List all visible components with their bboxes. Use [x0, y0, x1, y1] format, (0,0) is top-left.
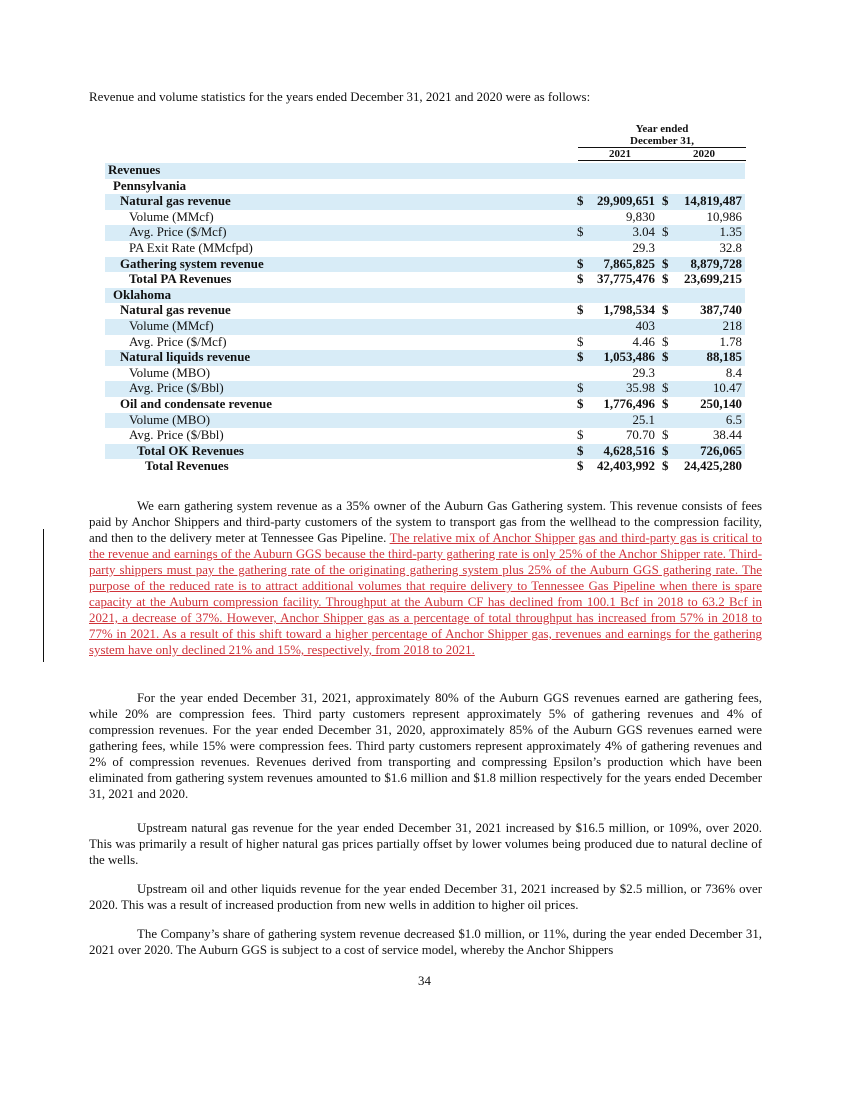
- cell-value: 250,140: [700, 396, 742, 411]
- row-label: Natural gas revenue: [120, 194, 231, 209]
- row-label: PA Exit Rate (MMcfpd): [129, 240, 253, 255]
- table-row: [105, 397, 745, 413]
- table-row: [105, 413, 745, 429]
- row-label: Avg. Price ($/Mcf): [129, 334, 227, 349]
- cell-value: 4,628,516: [603, 443, 655, 458]
- cell-value: 4.46: [632, 334, 655, 349]
- cell-value: 14,819,487: [683, 194, 742, 209]
- cell-value: 70.70: [625, 428, 655, 443]
- cell-value: 25.1: [632, 412, 655, 427]
- row-label: Oklahoma: [113, 287, 172, 302]
- cell-value: 35.98: [625, 381, 655, 396]
- cell-value: 1.35: [719, 225, 742, 240]
- cell-value: 1.78: [719, 334, 742, 349]
- revenue-table: [105, 163, 745, 475]
- currency-symbol: $: [662, 381, 669, 396]
- cell-value: 726,065: [700, 443, 742, 458]
- row-label: Volume (MMcf): [129, 209, 214, 224]
- cell-value: 29,909,651: [596, 194, 655, 209]
- currency-symbol: $: [662, 303, 669, 318]
- value-2020: [662, 319, 742, 335]
- currency-symbol: $: [662, 272, 669, 287]
- table-row: [105, 194, 745, 210]
- value-2020: [662, 350, 742, 366]
- column-2021: 2021: [609, 148, 631, 160]
- cell-value: 29.3: [632, 240, 655, 255]
- row-label: Volume (MMcf): [129, 318, 214, 333]
- cell-value: 1,053,486: [603, 350, 655, 365]
- value-2021: [577, 210, 655, 226]
- row-label: Avg. Price ($/Mcf): [129, 225, 227, 240]
- currency-symbol: $: [662, 256, 669, 271]
- table-row: [105, 459, 745, 475]
- value-2021: [577, 366, 655, 382]
- value-2021: [577, 335, 655, 351]
- row-label: Volume (MBO): [129, 365, 211, 380]
- currency-symbol: $: [577, 194, 584, 209]
- value-2020: [662, 459, 742, 475]
- table-row: [105, 272, 745, 288]
- value-2021: [577, 444, 655, 460]
- cell-value: 32.8: [719, 240, 742, 255]
- value-2020: [662, 413, 742, 429]
- table-row: [105, 257, 745, 273]
- table-row: [105, 319, 745, 335]
- currency-symbol: $: [577, 428, 584, 443]
- value-2021: [577, 257, 655, 273]
- currency-symbol: $: [577, 396, 584, 411]
- cell-value: 10.47: [712, 381, 742, 396]
- currency-symbol: $: [662, 225, 669, 240]
- row-label: Volume (MBO): [129, 412, 211, 427]
- table-row: [105, 350, 745, 366]
- cell-value: 8,879,728: [690, 256, 742, 271]
- cell-value: 29.3: [632, 365, 655, 380]
- row-label: Total OK Revenues: [137, 443, 244, 458]
- cell-value: 10,986: [706, 209, 742, 224]
- value-2021: [577, 303, 655, 319]
- currency-symbol: $: [662, 459, 669, 474]
- value-2020: [662, 335, 742, 351]
- table-row: [105, 303, 745, 319]
- value-2021: [577, 272, 655, 288]
- value-2021: [577, 413, 655, 429]
- value-2020: [662, 397, 742, 413]
- paragraph-gathering-decrease: The Company’s share of gathering system revenue decreased $1.0 million, or 11%, during the year ended December 31, 2021 over 2020. The Auburn GGS is subject to a cost of service model, whereby the Anchor Shippers: [89, 927, 762, 957]
- change-bar: [43, 529, 44, 662]
- value-2021: [577, 397, 655, 413]
- table-row: [105, 428, 745, 444]
- table-row: [105, 225, 745, 241]
- cell-value: 88,185: [706, 350, 742, 365]
- value-2020: [662, 194, 742, 210]
- value-2020: [662, 257, 742, 273]
- table-row: [105, 366, 745, 382]
- currency-symbol: $: [577, 272, 584, 287]
- cell-value: 24,425,280: [683, 459, 742, 474]
- table-row: [105, 381, 745, 397]
- value-2020: [662, 444, 742, 460]
- row-label: Avg. Price ($/Bbl): [129, 428, 224, 443]
- value-2021: [577, 459, 655, 475]
- value-2021: [577, 428, 655, 444]
- currency-symbol: $: [662, 194, 669, 209]
- row-label: Revenues: [108, 163, 161, 177]
- value-2021: [577, 319, 655, 335]
- tracked-change-text: The relative mix of Anchor Shipper gas and third-party gas is critical to the revenue and earnings of the Auburn GGS because the third-party gathering rate is only 25% of the Anchor Shipper rate. Third-party shippers must pay the gathering rate of the originating gathering system plus 25% of the Auburn GGS gathering rate. The purpose of the reduced rate is to attract additional volumes that require delivery to Tennessee Gas Pipeline when there is spare capacity at the Auburn compression facility. Throughput at the Auburn CF has declined from 100.1 Bcf in 2018 to 63.2 Bcf in 2021, a decrease of 37%. However, Anchor Shipper gas as a percentage of total throughput has increased from 57% in 2018 to 77% in 2021. As a result of this shift toward a higher percentage of Anchor Shipper gas, revenues and earnings for the gathering system have only declined 21% and 15%, respectively, from 2018 to 2021.: [89, 531, 762, 657]
- cell-value: 42,403,992: [596, 459, 655, 474]
- row-label: Oil and condensate revenue: [120, 396, 272, 411]
- table-row: [105, 335, 745, 351]
- cell-value: 37,775,476: [596, 272, 655, 287]
- currency-symbol: $: [577, 334, 584, 349]
- value-2021: [577, 350, 655, 366]
- currency-symbol: $: [662, 334, 669, 349]
- table-row: [105, 241, 745, 257]
- value-2021: [577, 225, 655, 241]
- cell-value: 3.04: [632, 225, 655, 240]
- currency-symbol: $: [662, 443, 669, 458]
- row-label: Gathering system revenue: [120, 256, 264, 271]
- cell-value: 7,865,825: [603, 256, 655, 271]
- paragraph-auburn-fees: For the year ended December 31, 2021, approximately 80% of the Auburn GGS revenues earned are gathering fees, while 20% are compression fees. Third party customers represent approximately 5% of gathering revenues and 4% of compression revenues. For the year ended December 31, 2020, approximately 85% of the Auburn GGS revenues earned were gathering fees, while 15% were compression fees. Third party customers represent approximately 4% of gathering revenues and 2% of compression revenues. Revenues derived from transporting and compressing Epsilon’s production which have been eliminated from gathering system revenues amounted to $1.6 million and $1.8 million respectively for the years ended December 31, 2021 and 2020.: [89, 691, 762, 801]
- paragraph-gathering-intro: We earn gathering system revenue as a 35% owner of the Auburn Gas Gathering system. This revenue consists of fees paid by Anchor Shippers and third-party customers of the system to transport gas from the wellhead to the compression facility, and then to the delivery meter at Tennessee Gas Pipeline.: [89, 499, 762, 545]
- value-2020: [662, 272, 742, 288]
- table-row: [105, 163, 745, 179]
- value-2021: [577, 241, 655, 257]
- cell-value: 38.44: [712, 428, 742, 443]
- value-2020: [662, 225, 742, 241]
- value-2021: [577, 194, 655, 210]
- cell-value: 8.4: [725, 365, 742, 380]
- currency-symbol: $: [577, 256, 584, 271]
- currency-symbol: $: [577, 443, 584, 458]
- value-2020: [662, 241, 742, 257]
- cell-value: 403: [635, 318, 655, 333]
- currency-symbol: $: [577, 303, 584, 318]
- value-2020: [662, 428, 742, 444]
- column-2020: 2020: [693, 148, 715, 160]
- currency-symbol: $: [662, 396, 669, 411]
- row-label: Total PA Revenues: [129, 272, 232, 287]
- currency-symbol: $: [577, 459, 584, 474]
- row-label: Natural gas revenue: [120, 303, 231, 318]
- page-number: 34: [418, 974, 431, 988]
- intro-sentence: Revenue and volume statistics for the years ended December 31, 2021 and 2020 were as follows:: [89, 90, 591, 104]
- table-row: [105, 444, 745, 460]
- paragraph-liquids-revenue: Upstream oil and other liquids revenue for the year ended December 31, 2021 increased by $2.5 million, or 736% over 2020. This was a result of increased production from new wells in addition to higher oil prices.: [89, 882, 762, 912]
- currency-symbol: $: [577, 225, 584, 240]
- cell-value: 1,798,534: [603, 303, 655, 318]
- value-2020: [662, 381, 742, 397]
- caption-december: December 31,: [578, 135, 746, 148]
- table-row: [105, 288, 745, 304]
- currency-symbol: $: [577, 381, 584, 396]
- row-label: Total Revenues: [145, 459, 229, 474]
- cell-value: 1,776,496: [603, 396, 655, 411]
- table-row: [105, 179, 745, 195]
- table-row: [105, 210, 745, 226]
- currency-symbol: $: [577, 350, 584, 365]
- cell-value: 218: [722, 318, 742, 333]
- row-label: Avg. Price ($/Bbl): [129, 381, 224, 396]
- currency-symbol: $: [662, 350, 669, 365]
- paragraph-gathering-revenue: [89, 498, 762, 658]
- cell-value: 387,740: [700, 303, 742, 318]
- cell-value: 9,830: [625, 209, 655, 224]
- cell-value: 23,699,215: [683, 272, 742, 287]
- table-column-header: [578, 123, 746, 161]
- paragraph-natural-gas-revenue: Upstream natural gas revenue for the year ended December 31, 2021 increased by $16.5 million, or 109%, over 2020. This was primarily a result of higher natural gas prices partially offset by lower volumes being produced due to natural decline of the wells.: [89, 821, 762, 867]
- row-label: Pennsylvania: [113, 178, 187, 193]
- cell-value: 6.5: [725, 412, 742, 427]
- caption-year-ended: Year ended: [635, 123, 689, 135]
- value-2021: [577, 381, 655, 397]
- value-2020: [662, 210, 742, 226]
- row-label: Natural liquids revenue: [120, 350, 251, 365]
- value-2020: [662, 366, 742, 382]
- value-2020: [662, 303, 742, 319]
- currency-symbol: $: [662, 428, 669, 443]
